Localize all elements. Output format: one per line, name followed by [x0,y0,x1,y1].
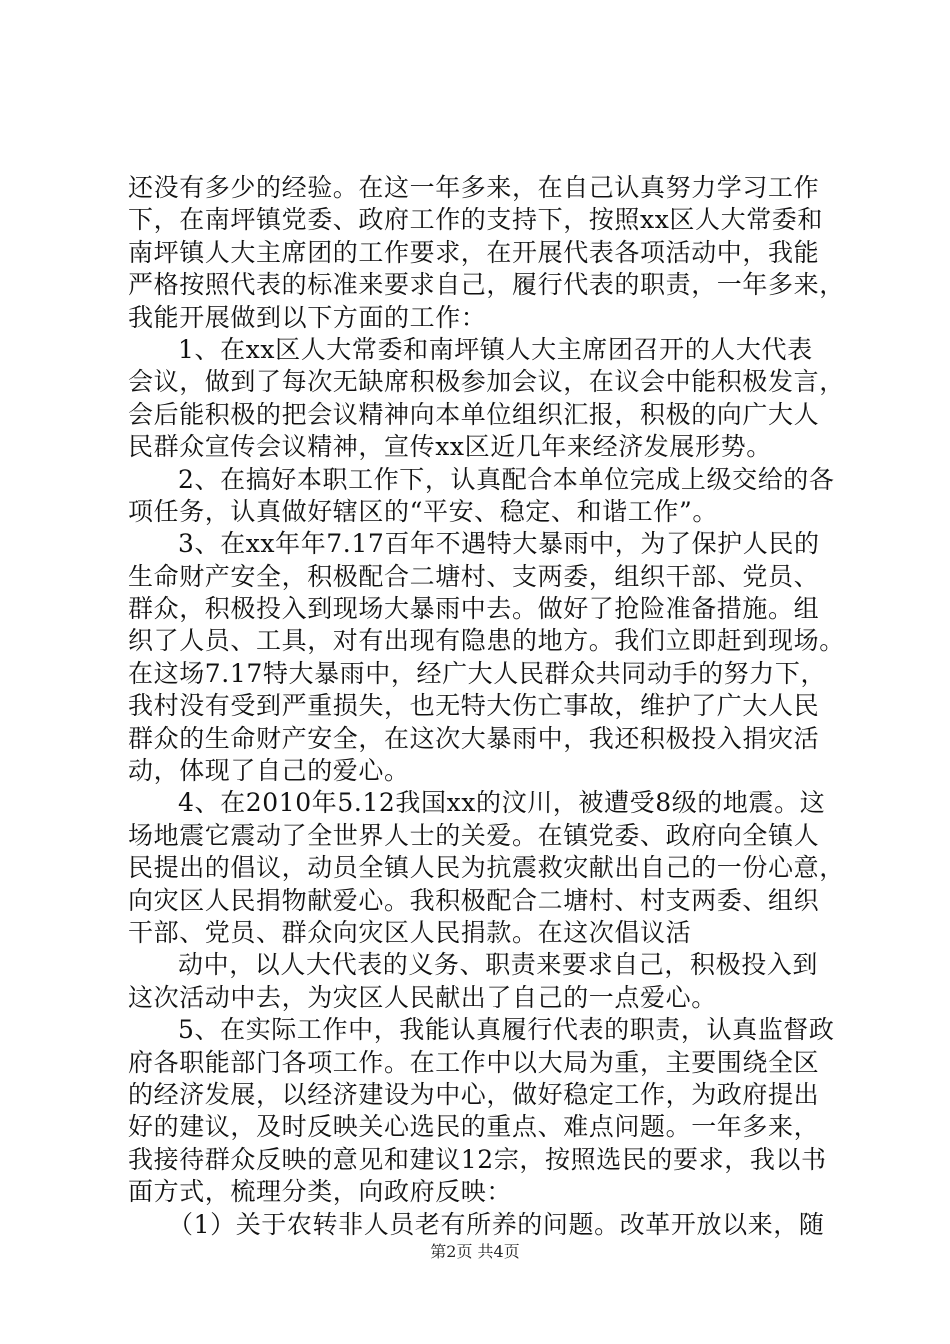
text-line: 动，体现了自己的爱心。 [128,756,410,786]
text-line: 我接待群众反映的意见和建议12宗，按照选民的要求，我以书 [128,1144,827,1174]
text-line: 这次活动中去，为灾区人民献出了自己的一点爱心。 [128,982,717,1012]
text-line: 的经济发展，以经济建设为中心，做好稳定工作，为政府提出 [128,1079,820,1109]
text-line: 好的建议，及时反映关心选民的重点、难点问题。一年多来， [128,1112,820,1142]
text-line: 生命财产安全，积极配合二塘村、支两委，组织干部、党员、 [128,561,820,591]
text-line: 织了人员、工具，对有出现有隐患的地方。我们立即赶到现场。 [128,626,845,656]
page-footer: 第2页 共4页 [430,1242,520,1261]
paragraph-4-start: 4、在2010年5.12我国xx的汶川，被遭受8级的地震。这 [178,788,826,818]
text-line: 向灾区人民捐物献爱心。我积极配合二塘村、村支两委、组织 [128,885,820,915]
text-line: 场地震它震动了全世界人士的关爱。在镇党委、政府向全镇人 [128,820,820,850]
paragraph-1-start: 1、在xx区人大常委和南坪镇人大主席团召开的人大代表 [178,334,813,364]
text-line: 在这场7.17特大暴雨中，经广大人民群众共同动手的努力下， [128,658,827,688]
paragraph-3-start: 3、在xx年年7.17百年不遇特大暴雨中，为了保护人民的 [178,529,820,559]
text-line: 会后能积极的把会议精神向本单位组织汇报，积极的向广大人 [128,399,820,429]
text-line: 会议，做到了每次无缺席积极参加会议，在议会中能积极发言， [128,367,845,397]
text-line: 项任务，认真做好辖区的“平安、稳定、和谐工作”。 [128,496,718,526]
text-line: 我村没有受到严重损失，也无特大伤亡事故，维护了广大人民 [128,691,820,721]
text-line-continued: 动中，以人大代表的义务、职责来要求自己，积极投入到 [178,950,819,980]
text-line: 还没有多少的经验。在这一年多来，在自己认真努力学习工作 [128,173,820,202]
text-line: 民群众宣传会议精神，宣传xx区近几年来经济发展形势。 [128,432,772,462]
text-line: 严格按照代表的标准来要求自己，履行代表的职责，一年多来， [128,270,845,300]
text-line: 群众的生命财产安全，在这次大暴雨中，我还积极投入捐灾活 [128,723,820,753]
text-line: 我能开展做到以下方面的工作： [128,302,487,332]
paragraph-2-start: 2、在搞好本职工作下，认真配合本单位完成上级交给的各 [178,464,835,494]
text-line: 群众，积极投入到现场大暴雨中去。做好了抢险准备措施。组 [128,594,820,624]
text-line: 面方式，梳理分类，向政府反映： [128,1177,513,1207]
text-line: 民提出的倡议，动员全镇人民为抗震救灾献出自己的一份心意， [128,853,845,883]
document-body [128,172,845,1241]
text-line: 下，在南坪镇党委、政府工作的支持下，按照xx区人大常委和 [128,205,824,235]
sub-item-1-start: （1）关于农转非人员老有所养的问题。改革开放以来，随 [168,1209,825,1239]
text-line: 府各职能部门各项工作。在工作中以大局为重，主要围绕全区 [128,1047,820,1077]
text-line: 南坪镇人大主席团的工作要求，在开展代表各项活动中，我能 [128,237,820,267]
paragraph-5-start: 5、在实际工作中，我能认真履行代表的职责，认真监督政 [178,1015,835,1045]
text-line: 干部、党员、群众向灾区人民捐款。在这次倡议活 [128,917,692,947]
